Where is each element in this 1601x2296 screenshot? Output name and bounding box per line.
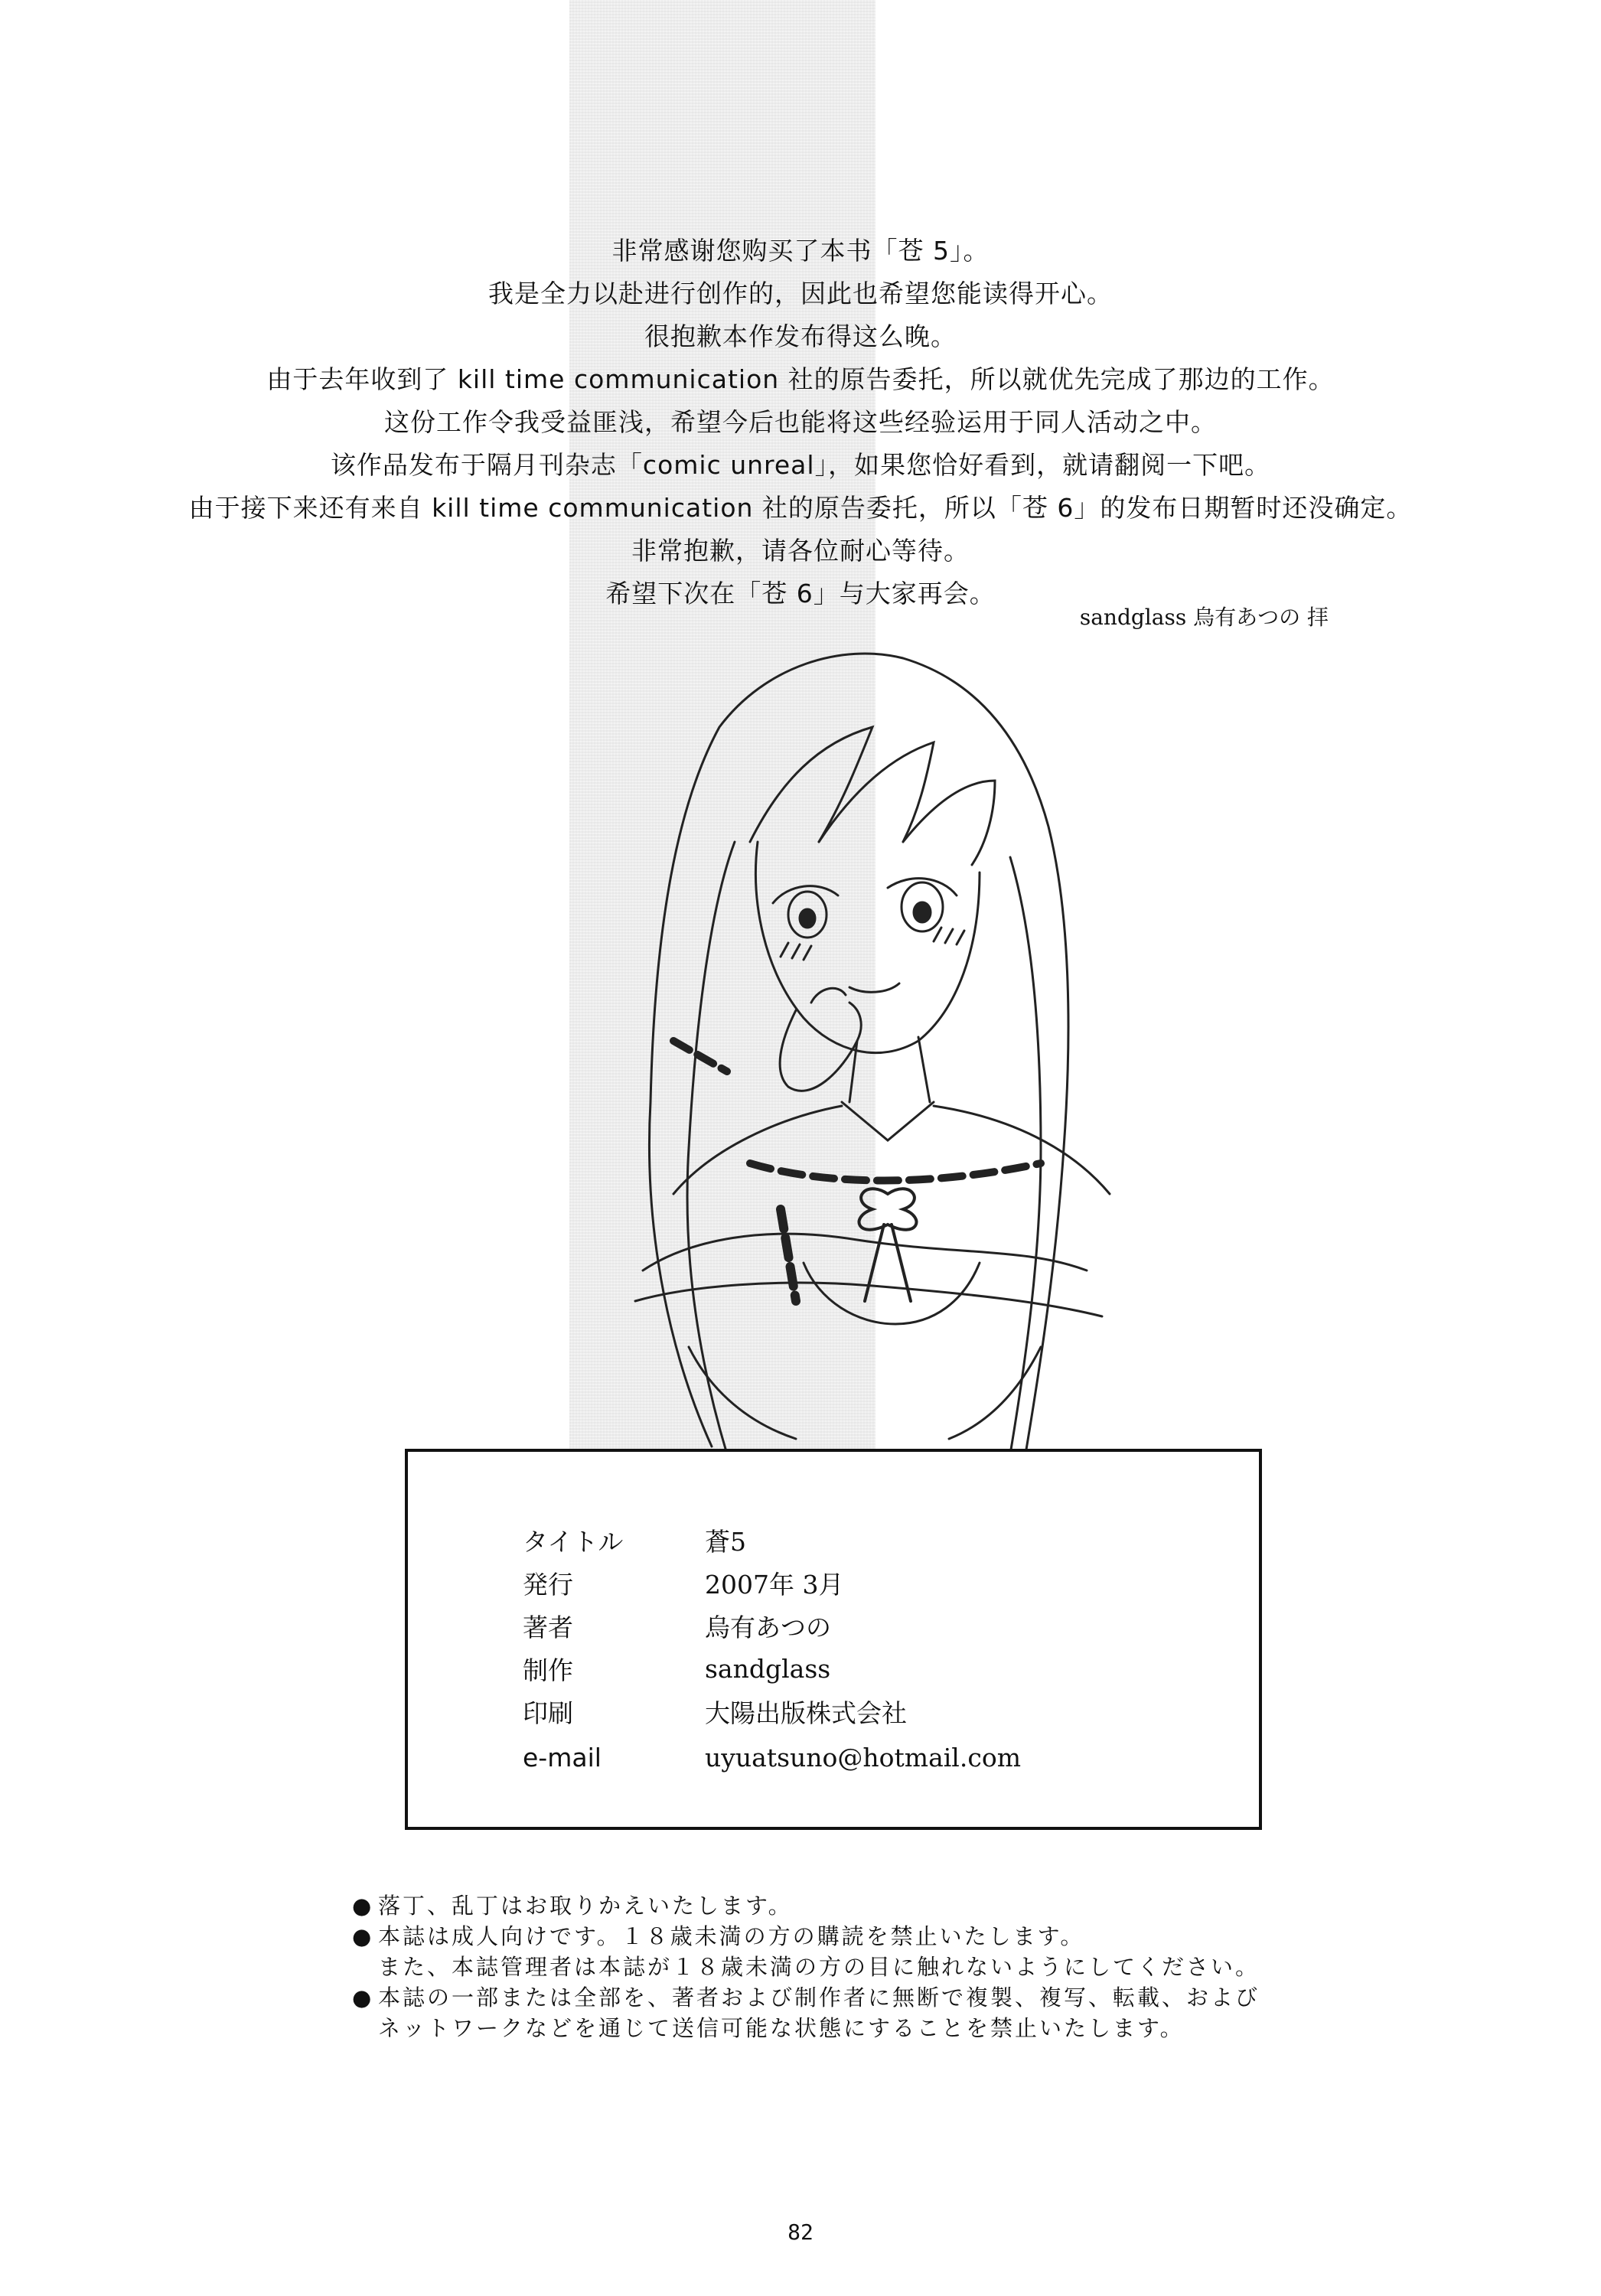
notice-continuation: ネットワークなどを通じて送信可能な状態にすることを禁止いたします。 bbox=[378, 2015, 1185, 2041]
colophon-label: 印刷 bbox=[523, 1698, 573, 1728]
notice-item bbox=[352, 1982, 1347, 2013]
legal-notices bbox=[352, 1890, 1347, 2043]
colophon-value: 烏有あつの bbox=[705, 1613, 831, 1642]
message-line: 希望下次在「苍 6」与大家再会。 bbox=[605, 579, 996, 608]
colophon-value: 蒼5 bbox=[705, 1527, 746, 1557]
notice-item bbox=[352, 1890, 1347, 1921]
colophon-row-production bbox=[523, 1651, 1211, 1687]
message-line: 非常抱歉，请各位耐心等待。 bbox=[631, 536, 970, 566]
message-line: 这份工作令我受益匪浅，希望今后也能将这些经验运用于同人活动之中。 bbox=[384, 407, 1217, 437]
page-number: 82 bbox=[787, 2219, 814, 2245]
colophon-label: e-mail bbox=[523, 1743, 602, 1773]
message-line: 很抱歉本作发布得这么晚。 bbox=[644, 321, 957, 351]
colophon-label: タイトル bbox=[523, 1527, 624, 1557]
colophon-row-author bbox=[523, 1608, 1211, 1644]
notice-continuation: また、本誌管理者は本誌が１８歳未満の方の目に触れないようにしてください。 bbox=[378, 1954, 1260, 1980]
notice-text: 落丁、乱丁はお取りかえいたします。 bbox=[378, 1893, 793, 1919]
colophon-label: 著者 bbox=[523, 1613, 573, 1642]
message-line: 由于接下来还有来自 kill time communication 社的原告委托，所以「苍 6」的发布日期暂时还没确定。 bbox=[188, 493, 1413, 523]
message-line: 该作品发布于隔月刊杂志「comic unreal」，如果您恰好看到，就请翻阅一下吧。 bbox=[330, 450, 1271, 480]
colophon-label: 制作 bbox=[523, 1655, 573, 1685]
bullet-icon: ● bbox=[352, 1893, 374, 1919]
colophon-value: uyuatsuno@hotmail.com bbox=[705, 1743, 1021, 1773]
colophon-row-printing bbox=[523, 1694, 1211, 1730]
colophon-value: 2007年 3月 bbox=[705, 1570, 844, 1600]
colophon-value: 大陽出版株式会社 bbox=[705, 1698, 907, 1728]
bullet-icon: ● bbox=[352, 1985, 374, 2011]
colophon-row-email bbox=[523, 1743, 1211, 1773]
message-line: 非常感谢您购买了本书「苍 5」。 bbox=[611, 236, 990, 266]
colophon-value: sandglass bbox=[705, 1654, 831, 1684]
bullet-icon: ● bbox=[352, 1923, 374, 1949]
colophon-box bbox=[405, 1449, 1262, 1830]
notice-text: 本誌は成人向けです。１８歳未満の方の購読を禁止いたします。 bbox=[378, 1923, 1085, 1949]
colophon-row-title bbox=[523, 1522, 1211, 1558]
message-line: 我是全力以赴进行创作的，因此也希望您能读得开心。 bbox=[488, 279, 1113, 308]
afterword-message bbox=[0, 230, 1601, 615]
notice-text: 本誌の一部または全部を、著者および制作者に無断で複製、複写、転載、および bbox=[378, 1985, 1260, 2011]
notice-item bbox=[352, 1921, 1347, 1952]
colophon-label: 発行 bbox=[523, 1570, 573, 1600]
message-line: 由于去年收到了 kill time communication 社的原告委托，所以就优先完成了那边的工作。 bbox=[266, 364, 1335, 394]
author-signature: sandglass 烏有あつの 拝 bbox=[1079, 605, 1329, 630]
colophon-row-issued bbox=[523, 1565, 1211, 1601]
character-illustration bbox=[459, 612, 1224, 1515]
